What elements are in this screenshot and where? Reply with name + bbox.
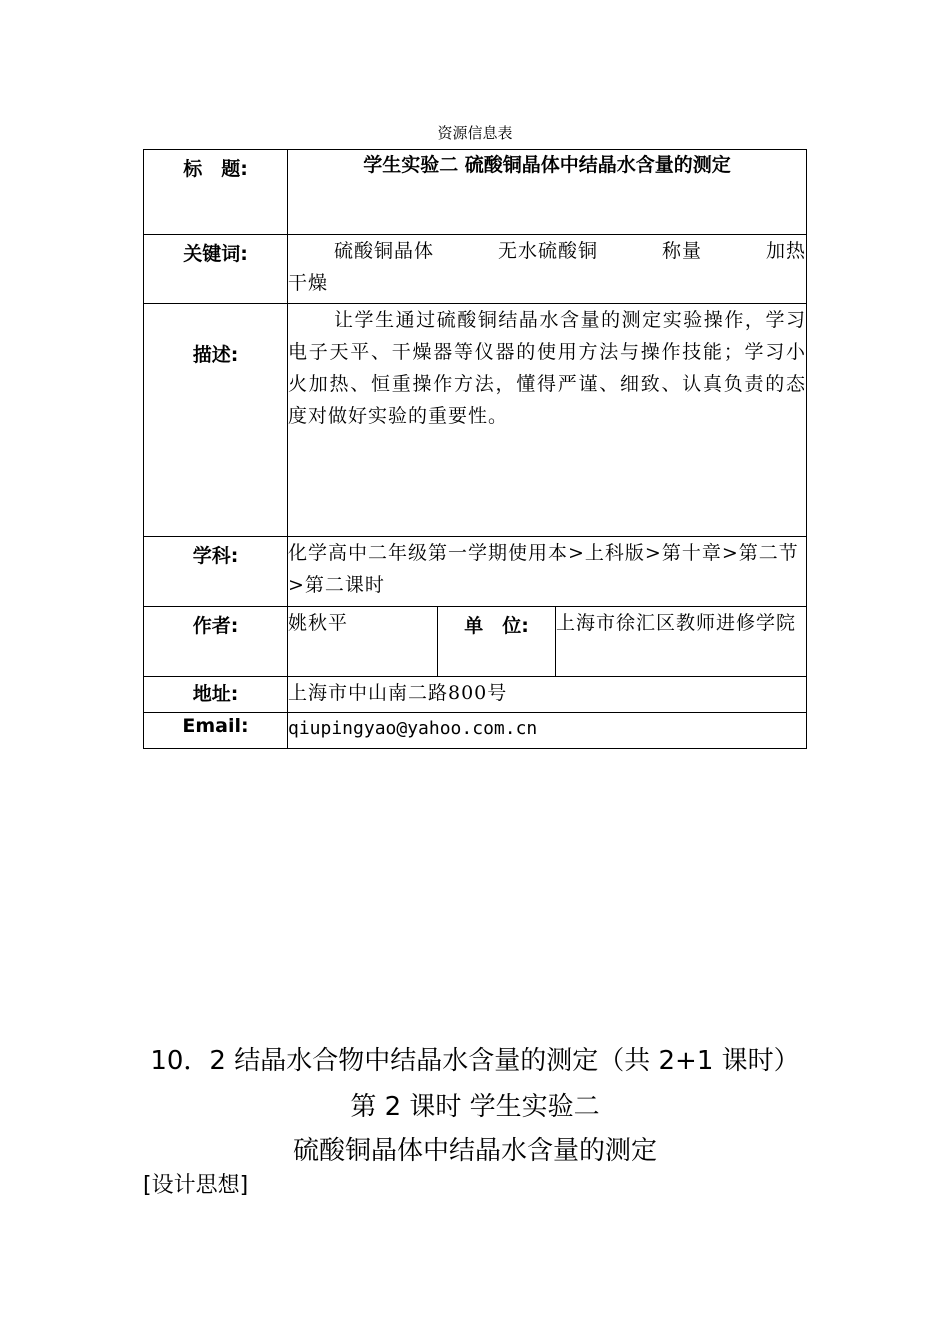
description-value: 让学生通过硫酸铜结晶水含量的测定实验操作，学习电子天平、干燥器等仪器的使用方法与操作技能；学习小火加热、恒重操作方法，懂得严谨、细致、认真负责的态度对做好实验的重要性。 — [288, 304, 807, 537]
keywords-row — [144, 235, 807, 304]
author-label: 作者: — [144, 607, 288, 677]
title-label: 标 题: — [144, 150, 288, 235]
email-row — [144, 713, 807, 749]
section-heading: [设计思想] — [143, 1173, 249, 1198]
email-label: Email: — [144, 713, 288, 749]
lesson-topic: 硫酸铜晶体中结晶水含量的测定 — [292, 1136, 657, 1166]
title-row — [144, 150, 807, 235]
keyword-item: 称量 — [661, 240, 702, 262]
address-row — [144, 677, 807, 713]
keyword-item: 加热 — [765, 240, 806, 262]
title-value: 学生实验二 硫酸铜晶体中结晶水含量的测定 — [288, 150, 807, 235]
author-value: 姚秋平 — [288, 607, 438, 677]
keyword-item: 硫酸铜晶体 — [334, 240, 435, 262]
resource-info-table — [143, 149, 807, 749]
unit-label: 单 位: — [438, 607, 556, 677]
address-label: 地址: — [144, 677, 288, 713]
email-value: qiupingyao@yahoo.com.cn — [288, 713, 807, 749]
description-row — [144, 304, 807, 537]
lesson-heading: 10．2 结晶水合物中结晶水含量的测定（共 2+1 课时） — [150, 1046, 800, 1076]
subject-label: 学科: — [144, 537, 288, 607]
address-value: 上海市中山南二路800号 — [288, 677, 807, 713]
subject-value: 化学高中二年级第一学期使用本>上科版>第十章>第二节>第二课时 — [288, 537, 807, 607]
subject-row — [144, 537, 807, 607]
table-caption: 资源信息表 — [437, 124, 513, 142]
description-label: 描述: — [144, 304, 288, 537]
keywords-value — [288, 235, 807, 304]
unit-value: 上海市徐汇区教师进修学院 — [556, 607, 807, 677]
author-row — [144, 607, 807, 677]
keyword-item: 干燥 — [288, 272, 329, 294]
lesson-subheading: 第 2 课时 学生实验二 — [350, 1092, 600, 1122]
keywords-label: 关键词: — [144, 235, 288, 304]
keyword-item: 无水硫酸铜 — [497, 240, 598, 262]
